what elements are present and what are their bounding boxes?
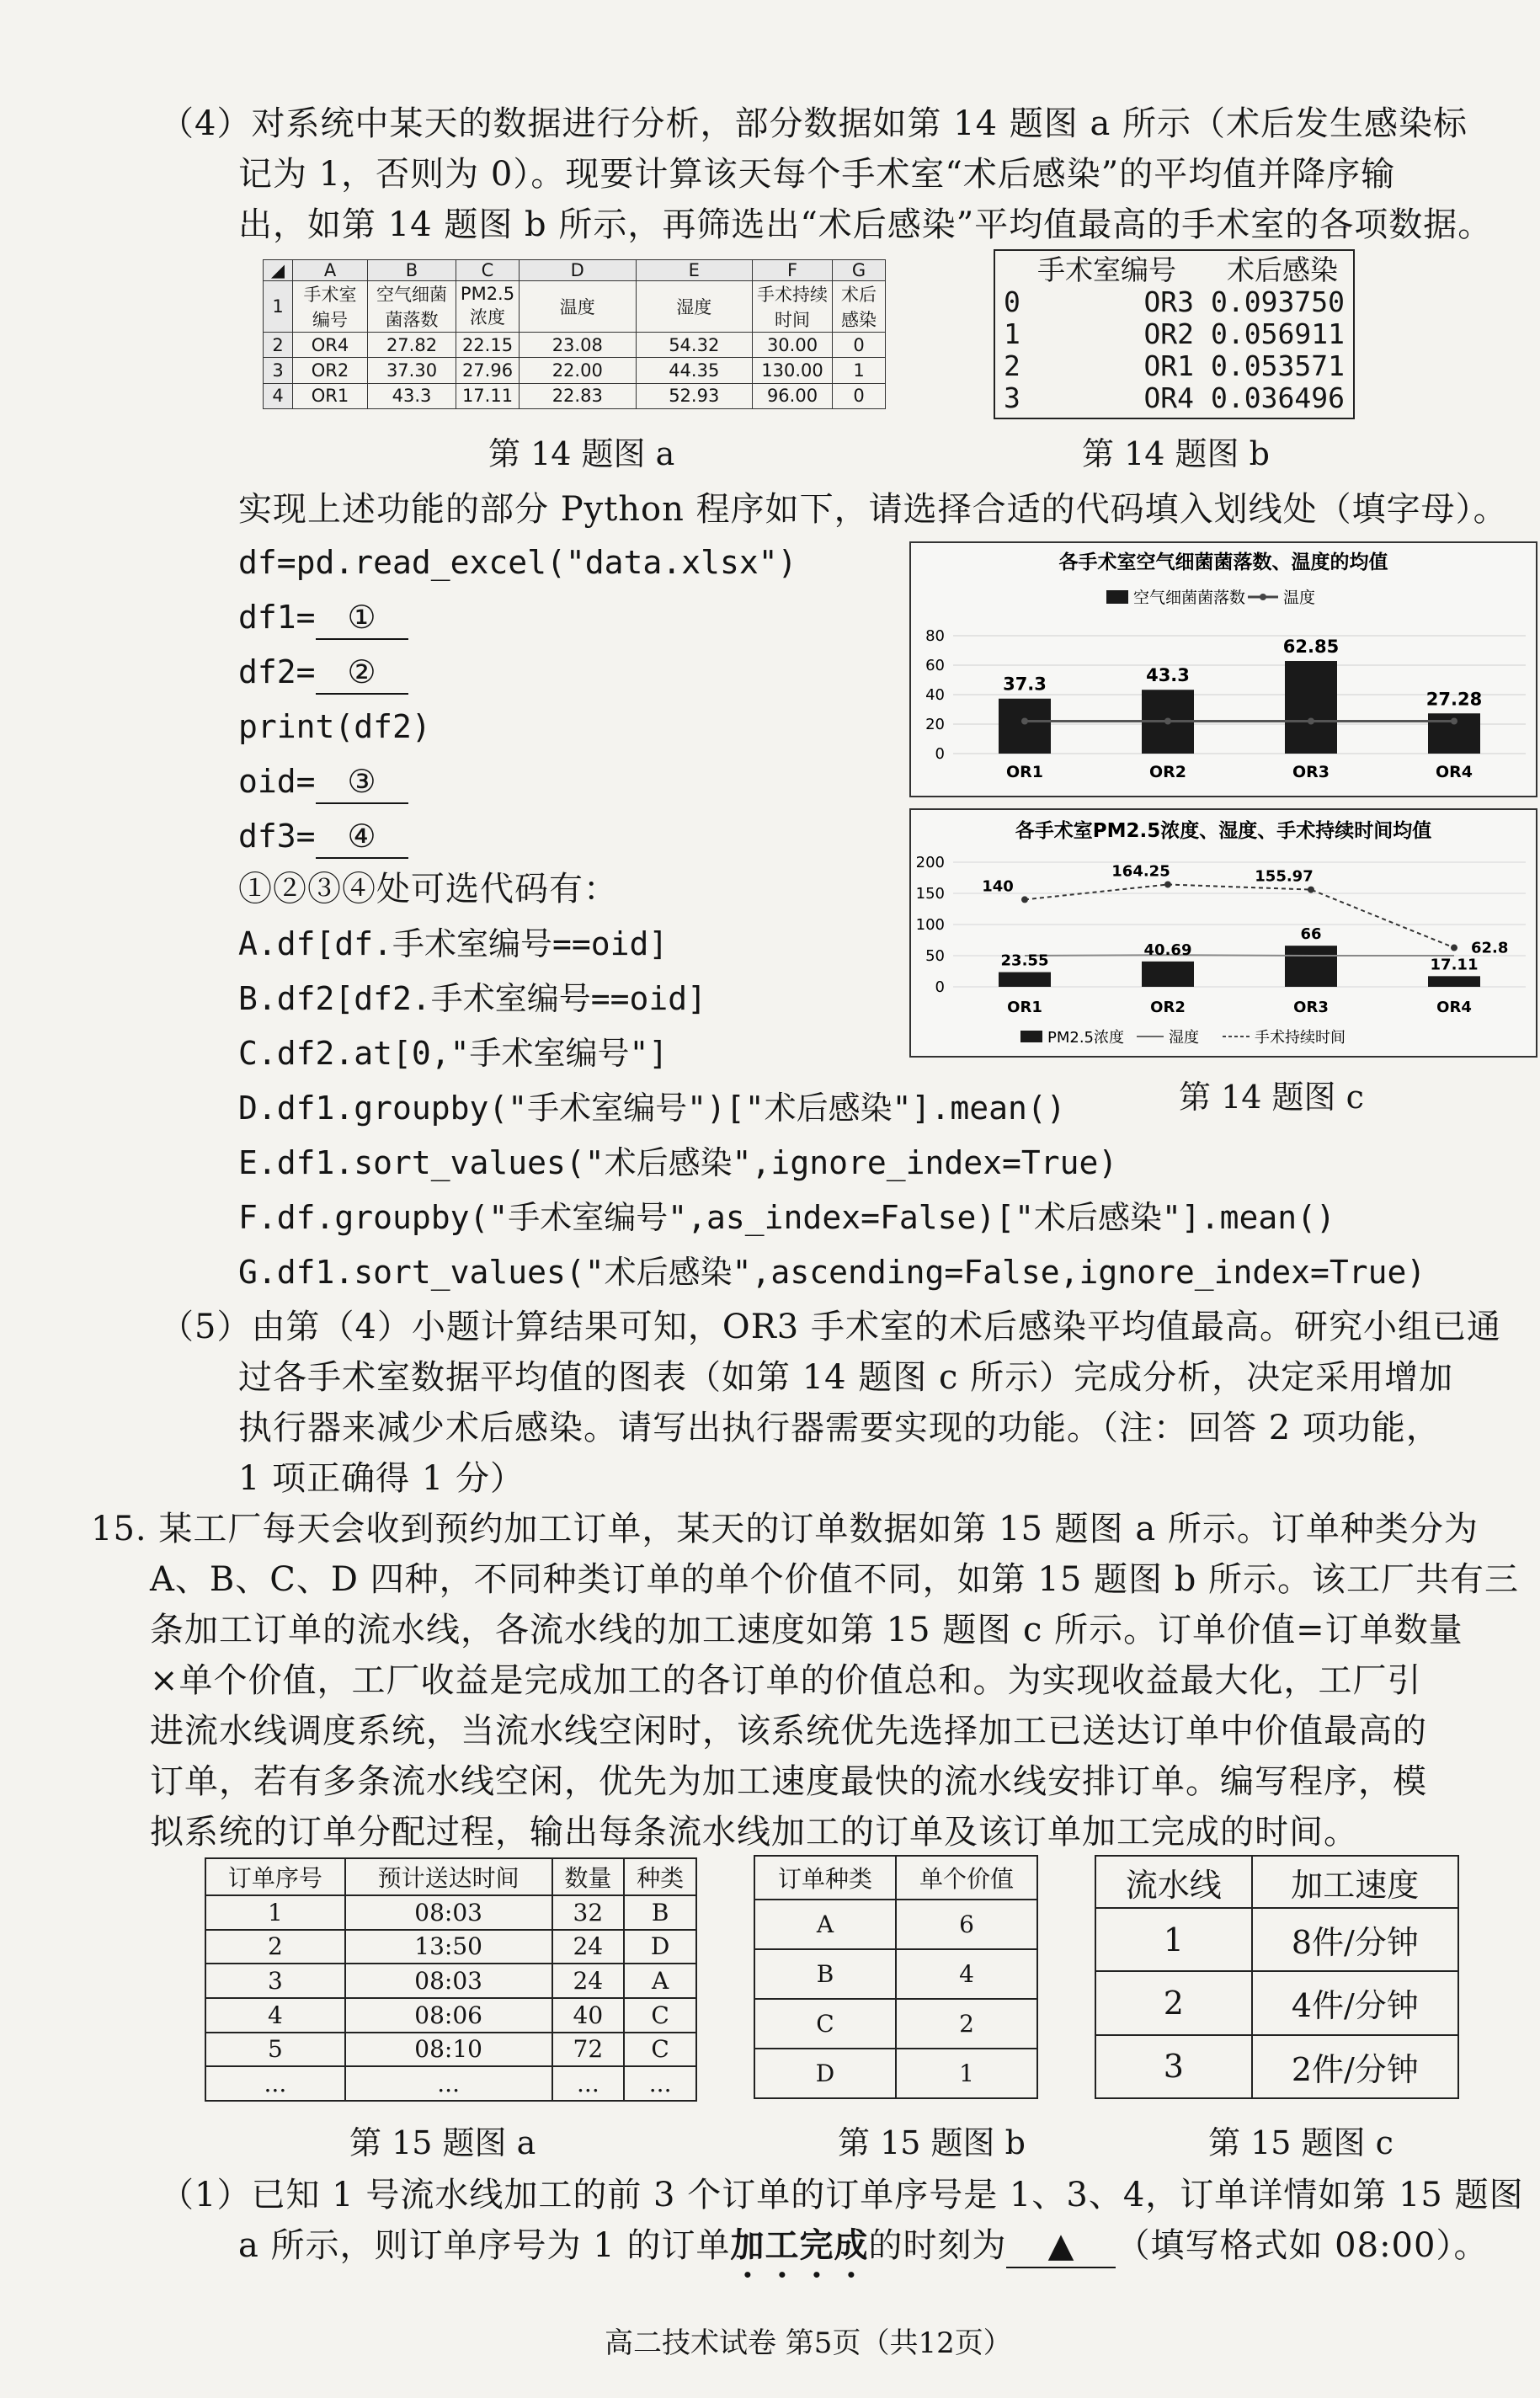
column-header: 订单序号 bbox=[205, 1858, 345, 1895]
column-header: 种类 bbox=[624, 1858, 696, 1895]
option-b: B.df2[df2.手术室编号==oid] bbox=[238, 980, 707, 1017]
table-row bbox=[264, 333, 886, 358]
legend-line-marker bbox=[1260, 594, 1266, 600]
excel-cell: 30.00 bbox=[753, 333, 833, 358]
option-f: F.df.groupby("手术室编号",as_index=False)["术后感染"].mean() bbox=[238, 1199, 1335, 1236]
table-cell: 08:03 bbox=[345, 1964, 552, 1998]
table-row bbox=[754, 1949, 1037, 1999]
excel-cell: 0 bbox=[833, 333, 886, 358]
q14-5-line-2: 过各手术室数据平均值的图表（如第 14 题图 c 所示）完成分析，决定采用增加 bbox=[238, 1358, 1454, 1397]
data-label-duration: 62.8 bbox=[1471, 939, 1509, 957]
excel-header-cell: 手术室编号 bbox=[293, 281, 368, 333]
excel-row-number: 1 bbox=[264, 281, 293, 333]
fig-14c-chart-1 bbox=[909, 541, 1537, 797]
output-value: 0.053571 bbox=[1211, 349, 1345, 382]
q15-line-7: 拟系统的订单分配过程，输出每条流水线加工的订单及该订单加工完成的时间。 bbox=[150, 1813, 1358, 1852]
list-item bbox=[1004, 350, 1345, 382]
output-index: 2 bbox=[1004, 349, 1020, 382]
table-cell: 24 bbox=[552, 1930, 625, 1964]
excel-header-cell: PM2.5浓度 bbox=[456, 281, 520, 333]
fig-14c-caption: 第 14 题图 c bbox=[1179, 1079, 1364, 1116]
q15-line-4: ×单个价值，工厂收益是完成加工的各订单的价值总和。为实现收益最大化，工厂引 bbox=[150, 1661, 1422, 1700]
code-text: print(df2) bbox=[238, 708, 431, 745]
table-cell: 5 bbox=[205, 2033, 345, 2067]
chart-2-title: 各手术室PM2.5浓度、湿度、手术持续时间均值 bbox=[1015, 820, 1432, 842]
fig-14c-chart-2 bbox=[909, 808, 1537, 1058]
data-label-pm25: 40.69 bbox=[1143, 941, 1192, 959]
data-label: 62.85 bbox=[1282, 637, 1340, 658]
excel-cell: 22.00 bbox=[520, 358, 637, 383]
legend-line-label: 温度 bbox=[1283, 589, 1316, 607]
excel-corner: ◢ bbox=[264, 260, 293, 281]
code-text: oid= bbox=[238, 763, 316, 800]
x-tick-label: OR4 bbox=[1436, 999, 1472, 1016]
table-cell: B bbox=[754, 1949, 896, 1999]
code-line-2 bbox=[238, 596, 408, 640]
x-tick-label: OR3 bbox=[1292, 763, 1330, 781]
excel-cell: 52.93 bbox=[636, 383, 753, 408]
data-label: 27.28 bbox=[1425, 689, 1483, 710]
bar-pm25 bbox=[1285, 946, 1337, 987]
legend-bar-swatch bbox=[1106, 590, 1128, 604]
data-label-pm25: 23.55 bbox=[1000, 951, 1049, 970]
excel-cell: 27.82 bbox=[368, 333, 456, 358]
q15-1-text: a 所示，则订单序号为 1 的订单 bbox=[238, 2226, 731, 2265]
output-value: 0.093750 bbox=[1211, 285, 1345, 318]
answer-blank: ▲ bbox=[1006, 2225, 1116, 2268]
excel-cell: 22.15 bbox=[456, 333, 520, 358]
excel-row-number: 4 bbox=[264, 383, 293, 408]
code-text: df2= bbox=[238, 653, 316, 690]
code-text: df3= bbox=[238, 818, 316, 855]
legend-pm25-label: PM2.5浓度 bbox=[1047, 1029, 1125, 1047]
q15-line-1: 15. 某工厂每天会收到预约加工订单，某天的订单数据如第 15 题图 a 所示。订单种类分为 bbox=[91, 1510, 1479, 1548]
table-cell: 08:10 bbox=[345, 2033, 552, 2067]
table-cell: C bbox=[624, 2033, 696, 2067]
table-cell: 08:03 bbox=[345, 1895, 552, 1930]
list-item bbox=[1004, 318, 1345, 350]
excel-cell: 44.35 bbox=[636, 358, 753, 383]
table-cell: D bbox=[754, 2049, 896, 2098]
chart-1-svg bbox=[911, 543, 1536, 796]
excel-header-cell: 术后感染 bbox=[833, 281, 886, 333]
y-tick-label: 50 bbox=[925, 947, 945, 965]
excel-header-cell: 湿度 bbox=[636, 281, 753, 333]
output-room: OR2 bbox=[1143, 317, 1195, 350]
excel-cell: OR2 bbox=[293, 358, 368, 383]
table-cell: C bbox=[754, 1999, 896, 2049]
answer-blank-2: ② bbox=[316, 651, 408, 695]
data-label-duration: 155.97 bbox=[1255, 867, 1314, 886]
x-tick-label: OR4 bbox=[1435, 763, 1473, 781]
column-header: 加工速度 bbox=[1252, 1856, 1458, 1908]
table-cell: C bbox=[624, 1998, 696, 2033]
option-a: A.df[df.手术室编号==oid] bbox=[238, 925, 669, 962]
excel-cell: 27.96 bbox=[456, 358, 520, 383]
code-line-5 bbox=[238, 760, 408, 804]
table-row bbox=[754, 1900, 1037, 1949]
q15-1-line-2 bbox=[238, 2225, 1488, 2285]
table-cell: 3 bbox=[205, 1964, 345, 1998]
q15-1-line-1: （1）已知 1 号流水线加工的前 3 个订单的订单序号是 1、3、4，订单详情如第 15 题图 bbox=[160, 2176, 1524, 2214]
q15-line-5: 进流水线调度系统，当流水线空闲时，该系统优先选择加工已送达订单中价值最高的 bbox=[150, 1712, 1427, 1751]
excel-col-letter: E bbox=[636, 260, 753, 281]
y-tick-label: 150 bbox=[915, 885, 945, 903]
q14-4-line-1: （4）对系统中某天的数据进行分析，部分数据如第 14 题图 a 所示（术后发生感染标 bbox=[160, 104, 1468, 143]
x-tick-label: OR2 bbox=[1148, 763, 1187, 781]
answer-blank-3: ③ bbox=[316, 760, 408, 804]
column-header: 流水线 bbox=[1095, 1856, 1252, 1908]
x-tick-label: OR3 bbox=[1293, 999, 1329, 1016]
output-value: 0.036496 bbox=[1211, 381, 1345, 414]
list-item bbox=[1004, 382, 1345, 414]
y-tick-label: 200 bbox=[915, 854, 945, 871]
column-header: 数量 bbox=[552, 1858, 625, 1895]
table-cell: A bbox=[754, 1900, 896, 1949]
table-cell: 24 bbox=[552, 1964, 625, 1998]
q14-5-line-4: 1 项正确得 1 分） bbox=[238, 1459, 525, 1498]
q14-5-line-1: （5）由第（4）小题计算结果可知，OR3 手术室的术后感染平均值最高。研究小组已通 bbox=[160, 1308, 1501, 1346]
table-cell: 1 bbox=[1095, 1908, 1252, 1971]
point-duration bbox=[1164, 881, 1171, 887]
table-row bbox=[205, 2033, 696, 2067]
table-row bbox=[754, 2049, 1037, 2098]
table-cell: B bbox=[624, 1895, 696, 1930]
option-c: C.df2.at[0,"手术室编号"] bbox=[238, 1035, 669, 1072]
table-cell: 6 bbox=[896, 1900, 1037, 1949]
excel-col-letter: B bbox=[368, 260, 456, 281]
q15-1-text: 的时刻为 bbox=[868, 2226, 1007, 2265]
data-label-pm25: 66 bbox=[1300, 925, 1322, 944]
excel-cell: 22.83 bbox=[520, 383, 637, 408]
table-cell: 32 bbox=[552, 1895, 625, 1930]
fig-14b-output bbox=[994, 249, 1355, 419]
point-duration bbox=[1451, 945, 1457, 951]
point-temperature bbox=[1308, 718, 1314, 725]
x-tick-label: OR1 bbox=[1005, 763, 1044, 781]
excel-cell: 130.00 bbox=[753, 358, 833, 383]
q14-4-line-2: 记为 1，否则为 0）。现要计算该天每个手术室“术后感染”的平均值并降序输 bbox=[238, 155, 1396, 194]
code-text: df=pd.read_excel("data.xlsx") bbox=[238, 544, 797, 581]
table-cell: 4 bbox=[896, 1949, 1037, 1999]
table-cell: 8件/分钟 bbox=[1252, 1908, 1458, 1971]
excel-header-cell: 手术持续时间 bbox=[753, 281, 833, 333]
q15-line-3: 条加工订单的流水线，各流水线的加工速度如第 15 题图 c 所示。订单价值=订单数量 bbox=[150, 1611, 1463, 1649]
legend-bar-label: 空气细菌菌落数 bbox=[1133, 589, 1246, 607]
table-cell: 1 bbox=[205, 1895, 345, 1930]
output-index: 3 bbox=[1004, 381, 1020, 414]
excel-cell: 0 bbox=[833, 383, 886, 408]
table-row bbox=[205, 1895, 696, 1930]
y-tick-label: 100 bbox=[915, 916, 945, 934]
table-cell: 40 bbox=[552, 1998, 625, 2033]
table-row bbox=[1095, 1971, 1458, 2034]
legend-duration-label: 手术持续时间 bbox=[1255, 1029, 1346, 1047]
table-cell: 1 bbox=[896, 2049, 1037, 2098]
excel-col-letter: G bbox=[833, 260, 886, 281]
data-label: 37.3 bbox=[1003, 674, 1047, 695]
table-row bbox=[205, 1998, 696, 2033]
excel-col-letter: A bbox=[293, 260, 368, 281]
excel-cell: OR1 bbox=[293, 383, 368, 408]
code-line-1 bbox=[238, 541, 797, 584]
table-cell: 2件/分钟 bbox=[1252, 2035, 1458, 2098]
y-tick-label: 20 bbox=[925, 716, 945, 733]
y-tick-label: 40 bbox=[925, 686, 945, 704]
y-tick-label: 0 bbox=[935, 978, 945, 996]
code-text: df1= bbox=[238, 599, 316, 636]
table-cell: D bbox=[624, 1930, 696, 1964]
option-e: E.df1.sort_values("术后感染",ignore_index=True) bbox=[238, 1144, 1118, 1181]
legend-humidity-label: 湿度 bbox=[1169, 1029, 1199, 1047]
excel-row-number: 2 bbox=[264, 333, 293, 358]
output-header: 术后感染 bbox=[1227, 253, 1338, 286]
option-g: G.df1.sort_values("术后感染",ascending=False,ignore_index=True) bbox=[238, 1254, 1426, 1291]
point-temperature bbox=[1451, 718, 1457, 725]
output-header: 手术室编号 bbox=[1037, 253, 1176, 286]
excel-cell: 96.00 bbox=[753, 383, 833, 408]
table-cell: 2 bbox=[205, 1930, 345, 1964]
excel-cell: 17.11 bbox=[456, 383, 520, 408]
output-index: 0 bbox=[1004, 285, 1020, 318]
table-row bbox=[205, 1964, 696, 1998]
bar-pm25 bbox=[1142, 962, 1194, 987]
table-cell: ... bbox=[624, 2066, 696, 2101]
excel-col-letter: F bbox=[753, 260, 833, 281]
column-header: 单个价值 bbox=[896, 1856, 1037, 1900]
q14-4-intro: 实现上述功能的部分 Python 程序如下，请选择合适的代码填入划线处（填字母）。 bbox=[238, 490, 1508, 529]
point-temperature bbox=[1021, 718, 1028, 725]
q14-4-line-3: 出，如第 14 题图 b 所示，再筛选出“术后感染”平均值最高的手术室的各项数据。 bbox=[238, 205, 1493, 244]
excel-cell: OR4 bbox=[293, 333, 368, 358]
code-line-4 bbox=[238, 706, 431, 748]
bar-pm25 bbox=[999, 973, 1051, 987]
excel-header-cell: 温度 bbox=[520, 281, 637, 333]
excel-row-number: 3 bbox=[264, 358, 293, 383]
data-label-duration: 164.25 bbox=[1111, 862, 1170, 881]
fig-15b-table bbox=[754, 1855, 1038, 2099]
data-label-duration: 140 bbox=[982, 877, 1014, 896]
emphasized-text: 加工完成 bbox=[730, 2225, 869, 2265]
table-cell: 72 bbox=[552, 2033, 625, 2067]
excel-cell: 23.08 bbox=[520, 333, 637, 358]
output-room: OR1 bbox=[1143, 349, 1195, 382]
answer-blank-4: ④ bbox=[316, 815, 408, 859]
page-footer: 高二技术试卷 第5页（共12页） bbox=[605, 2326, 1012, 2360]
bar-bacteria bbox=[999, 699, 1051, 754]
line-humidity bbox=[1025, 955, 1454, 956]
x-tick-label: OR2 bbox=[1150, 999, 1186, 1016]
options-title: ①②③④处可选代码有： bbox=[238, 870, 618, 909]
excel-cell: 54.32 bbox=[636, 333, 753, 358]
table-row bbox=[264, 383, 886, 408]
bar-pm25 bbox=[1428, 976, 1480, 987]
y-tick-label: 0 bbox=[935, 745, 945, 763]
q15-line-6: 订单，若有多条流水线空闲，优先为加工速度最快的流水线安排订单。编写程序，模 bbox=[150, 1762, 1427, 1801]
table-cell: ... bbox=[205, 2066, 345, 2101]
table-cell: ... bbox=[552, 2066, 625, 2101]
excel-cell: 1 bbox=[833, 358, 886, 383]
line-duration bbox=[1025, 884, 1454, 947]
chart-1-title: 各手术室空气细菌菌落数、温度的均值 bbox=[1058, 552, 1388, 573]
legend-bar-swatch bbox=[1020, 1031, 1042, 1042]
data-label: 43.3 bbox=[1146, 665, 1190, 686]
table-cell: 2 bbox=[896, 1999, 1037, 2049]
fig-14b-caption: 第 14 题图 b bbox=[1082, 435, 1270, 472]
excel-col-letter: C bbox=[456, 260, 520, 281]
table-row bbox=[754, 1999, 1037, 2049]
chart-2-svg bbox=[911, 810, 1536, 1056]
q15-1-text: （填写格式如 08:00）。 bbox=[1116, 2226, 1489, 2265]
excel-header-cell: 空气细菌菌落数 bbox=[368, 281, 456, 333]
table-cell: ... bbox=[345, 2066, 552, 2101]
table-row bbox=[1095, 2035, 1458, 2098]
excel-col-letter: D bbox=[520, 260, 637, 281]
fig-15c-caption: 第 15 题图 c bbox=[1208, 2124, 1393, 2161]
q14-5-line-3: 执行器来减少术后感染。请写出执行器需要实现的功能。（注：回答 2 项功能， bbox=[238, 1409, 1441, 1447]
excel-cell: 37.30 bbox=[368, 358, 456, 383]
fig-14a-table bbox=[263, 259, 886, 409]
point-duration bbox=[1308, 887, 1314, 893]
fig-15c-table bbox=[1095, 1855, 1459, 2099]
output-room: OR3 bbox=[1143, 285, 1195, 318]
point-duration bbox=[1021, 896, 1028, 903]
table-cell: 3 bbox=[1095, 2035, 1252, 2098]
fig-14a-caption: 第 14 题图 a bbox=[488, 435, 675, 472]
code-line-6 bbox=[238, 815, 408, 859]
table-cell: 4件/分钟 bbox=[1252, 1971, 1458, 2034]
data-label-pm25: 17.11 bbox=[1430, 956, 1479, 974]
code-line-3 bbox=[238, 651, 408, 695]
table-cell: 08:06 bbox=[345, 1998, 552, 2033]
answer-blank-1: ① bbox=[316, 596, 408, 640]
bar-bacteria bbox=[1285, 661, 1337, 754]
option-d: D.df1.groupby("手术室编号")["术后感染"].mean() bbox=[238, 1090, 1066, 1127]
table-cell: 13:50 bbox=[345, 1930, 552, 1964]
output-room: OR4 bbox=[1143, 381, 1195, 414]
table-row bbox=[205, 1930, 696, 1964]
fig-15b-caption: 第 15 题图 b bbox=[838, 2124, 1026, 2161]
y-tick-label: 80 bbox=[925, 627, 945, 645]
table-cell: 2 bbox=[1095, 1971, 1252, 2034]
fig-15a-caption: 第 15 题图 a bbox=[349, 2124, 536, 2161]
fig-15a-table bbox=[205, 1857, 697, 2102]
table-row bbox=[1095, 1908, 1458, 1971]
table-cell: 4 bbox=[205, 1998, 345, 2033]
y-tick-label: 60 bbox=[925, 657, 945, 674]
table-row bbox=[205, 2066, 696, 2101]
x-tick-label: OR1 bbox=[1007, 999, 1042, 1016]
q15-line-2: A、B、C、D 四种，不同种类订单的单个价值不同，如第 15 题图 b 所示。该工厂共有三 bbox=[150, 1560, 1520, 1599]
column-header: 订单种类 bbox=[754, 1856, 896, 1900]
list-item bbox=[1004, 286, 1345, 318]
column-header: 预计送达时间 bbox=[345, 1858, 552, 1895]
table-row bbox=[264, 358, 886, 383]
output-value: 0.056911 bbox=[1211, 317, 1345, 350]
table-cell: A bbox=[624, 1964, 696, 1998]
excel-cell: 43.3 bbox=[368, 383, 456, 408]
point-temperature bbox=[1164, 718, 1171, 725]
output-index: 1 bbox=[1004, 317, 1020, 350]
